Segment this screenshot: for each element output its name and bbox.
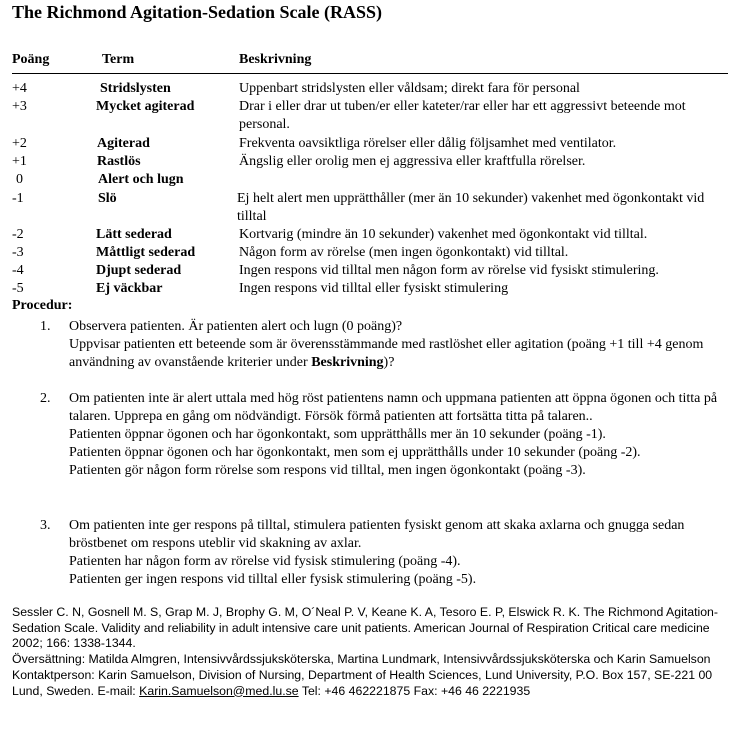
row-score: -1 [12, 191, 24, 206]
row-description: Drar i eller drar ut tuben/er eller kateter/rar eller har ett aggressivt beteende mot personal. [239, 99, 686, 132]
header-score: Poäng [12, 52, 50, 67]
row-score: -5 [12, 281, 24, 296]
row-description: Kortvarig (mindre än 10 sekunder) vakenhet med ögonkontakt vid tilltal. [239, 227, 648, 242]
row-score: +3 [12, 99, 27, 114]
reference-contact [12, 668, 727, 699]
row-term: Agiterad [97, 136, 150, 151]
row-term: Ej väckbar [96, 281, 163, 296]
row-term: Mycket agiterad [96, 99, 195, 114]
contact-phone-fax: Tel: +46 462221875 Fax: +46 46 2221935 [301, 683, 531, 698]
row-score: -4 [12, 263, 24, 278]
row-description: Frekventa oavsiktliga rörelser eller dålig följsamhet med ventilator. [239, 136, 617, 151]
row-score: +4 [12, 81, 27, 96]
header-term: Term [102, 52, 135, 67]
step-number: 2. [40, 391, 51, 406]
step-line: Patienten ger ingen respons vid tilltal eller fysisk stimulering (poäng -5). [69, 572, 477, 587]
step-line: Patienten öppnar ögonen och har ögonkontakt, men som ej upprätthålls under 10 sekunder (poäng -2). [69, 445, 641, 460]
row-term: Stridslysten [100, 81, 171, 96]
row-score: +1 [12, 154, 27, 169]
step-number: 1. [40, 319, 51, 334]
row-description: Ingen respons vid tilltal eller fysiskt stimulering [239, 281, 509, 296]
row-term: Lätt sederad [96, 227, 172, 242]
row-description: Ej helt alert men upprätthåller (mer än 10 sekunder) vakenhet med ögonkontakt vid tilltal [237, 191, 705, 224]
row-term: Alert och lugn [98, 172, 184, 187]
row-score: -2 [12, 227, 24, 242]
step-line: Patienten öppnar ögonen och har ögonkontakt, som upprätthålls mer än 10 sekunder (poäng -1). [69, 427, 606, 442]
contact-text: Kontaktperson: Karin Samuelson, Division of Nursing, Department of Health Sciences, Lund University, P.O. Box 157, SE-221 00 Lund, Sweden. E-mail: [12, 667, 713, 698]
header-description: Beskrivning [239, 52, 312, 67]
step-number: 3. [40, 518, 51, 533]
row-term: Måttligt sederad [96, 245, 196, 260]
step-line [69, 336, 719, 372]
row-score: +2 [12, 136, 27, 151]
reference-translation: Översättning: Matilda Almgren, Intensivvårdssjuksköterska, Martina Lundmark, Intensivvårdssjuksköterska och Karin Samuelson [12, 652, 711, 667]
row-description: Ängslig eller orolig men ej aggressiva eller kraftfulla rörelser. [239, 154, 586, 169]
step-line-text: Uppvisar patienten ett beteende som är överensstämmande med rastlöshet eller agitation (poäng +1 till +4 genom användning av ovanstående kriterier under [69, 337, 704, 370]
reference-citation: Sessler C. N, Gosnell M. S, Grap M. J, Brophy G. M, O´Neal P. V, Keane K. A, Tesoro E. P, Elswick R. K. The Richmond Agitation-Sedation Scale. Validity and reliability in adult intensive care unit patients. American Journal of Respiration Critical care medicine 2002; 166: 1338-1344. [12, 605, 718, 651]
row-term: Slö [98, 191, 117, 206]
references [12, 605, 727, 699]
step-line: Om patienten inte ger respons på tilltal, stimulera patienten fysiskt genom att skaka axlarna och gnugga sedan bröstbenet om respons uteblir vid skakning av axlar. [69, 518, 685, 551]
step-line: Om patienten inte är alert uttala med hög röst patientens namn och uppmana patienten att öppna ögonen och titta på talaren. Upprepa en gång om nödvändigt. Försök förmå patienten att fortsätta titta på talaren.. [69, 391, 718, 424]
email-link[interactable]: Karin.Samuelson@med.lu.se [139, 683, 299, 698]
row-description: Någon form av rörelse (men ingen ögonkontakt) vid tilltal. [239, 245, 569, 260]
row-score: -3 [12, 245, 24, 260]
row-term: Djupt sederad [96, 263, 182, 278]
step-bold-word: Beskrivning [311, 355, 384, 370]
page-title: The Richmond Agitation-Sedation Scale (RASS) [12, 2, 383, 22]
step-line: Patienten har någon form av rörelse vid fysisk stimulering (poäng -4). [69, 554, 461, 569]
table-header [12, 52, 728, 74]
row-score: 0 [16, 172, 23, 187]
row-term: Rastlös [97, 154, 141, 169]
step-line: Observera patienten. Är patienten alert och lugn (0 poäng)? [69, 319, 403, 334]
row-description: Uppenbart stridslysten eller våldsam; direkt fara för personal [239, 81, 580, 96]
step-line-tail: )? [383, 355, 395, 370]
row-description: Ingen respons vid tilltal men någon form av rörelse vid fysiskt stimulering. [239, 263, 659, 278]
procedure-label: Procedur: [12, 298, 73, 313]
step-line: Patienten gör någon form rörelse som respons vid tilltal, men ingen ögonkontakt (poäng -3). [69, 463, 586, 478]
